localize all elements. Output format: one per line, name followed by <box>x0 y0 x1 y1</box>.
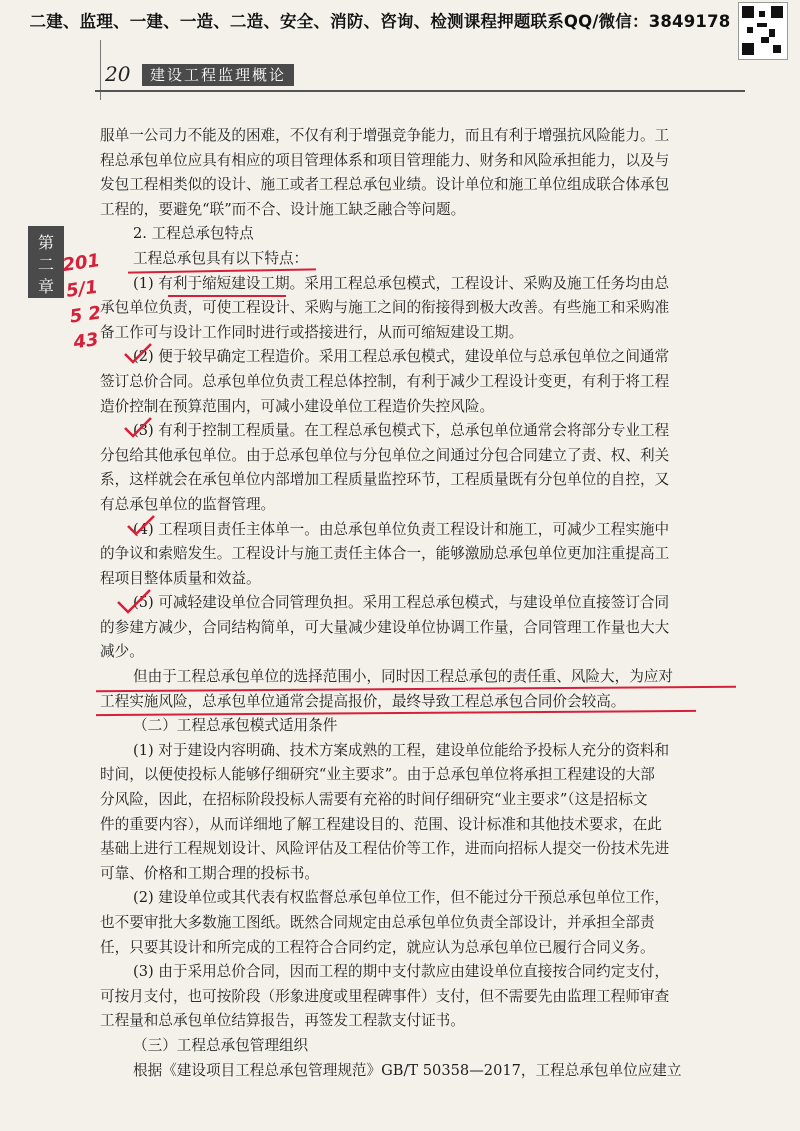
text-line: 减少。 <box>100 643 144 661</box>
text-line: 任，只要其设计和所完成的工程符合合同约定，就应认为总承包单位已履行合同义务。 <box>100 938 655 956</box>
page-body <box>100 124 740 1083</box>
text-line: 的争议和索赔发生。工程设计与施工责任主体合一，能够激励总承包单位更加注重提高工 <box>100 545 670 563</box>
text-line: 基础上进行工程规划设计、风险评估及工程估价等工作，进而向招标人提交一份技术先进 <box>100 840 670 858</box>
text-line: 服单一公司力不能及的困难，不仅有利于增强竞争能力，而且有利于增强抗风险能力。工 <box>100 127 670 144</box>
red-underline <box>168 295 286 297</box>
check-mark-icon <box>123 416 153 440</box>
top-banner: 二建、监理、一建、一造、二造、安全、消防、咨询、检测课程押题联系QQ/微信：3849178 <box>29 12 731 31</box>
text-line: 分包给其他承包单位。由于总承包单位与分包单位之间通过分包合同建立了责、权、利关 <box>100 446 670 464</box>
text-line: (2) 建设单位或其代表有权监督总承包单位工作，但不能过分干预总承包单位工作， <box>133 889 670 907</box>
page-header <box>100 63 740 87</box>
header-rule <box>95 90 745 92</box>
text-line: 工程量和总承包单位结算报告，再签发工程款支付证书。 <box>100 1012 465 1030</box>
text-line: 备工作可与设计工作同时进行或搭接进行，从而可缩短建设工期。 <box>100 323 524 341</box>
text-line: 签订总价合同。总承包单位负责工程总体控制，有利于减少工程设计变更，有利于将工程 <box>100 372 670 390</box>
qr-code <box>738 2 788 60</box>
section-heading: （二）工程总承包模式适用条件 <box>133 717 338 735</box>
text-line: 件的重要内容），从而详细地了解工程建设目的、范围、设计标准和其他技术要求，在此 <box>100 815 662 833</box>
text-line: (1) 对于建设内容明确、技术方案成熟的工程，建设单位能给予投标人充分的资料和 <box>133 741 670 759</box>
text-line: 但由于工程总承包单位的选择范围小，同时因工程总承包的责任重、风险大，为应对 <box>133 668 673 686</box>
text-line: (4) 工程项目责任主体单一。由总承包单位负责工程设计和施工，可减少工程实施中 <box>133 520 670 538</box>
text-line: (3) 有利于控制工程质量。在工程总承包模式下，总承包单位通常会将部分专业工程 <box>133 422 670 440</box>
text-line: 分风险，因此，在招标阶段投标人需要有充裕的时间仔细研究“业主要求”（这是招标文 <box>100 791 648 809</box>
text-line: 工程实施风险，总承包单位通常会提高报价，最终导致工程总承包合同价会较高。 <box>100 692 626 710</box>
page-number: 20 <box>105 62 131 86</box>
section-heading: 2. 工程总承包特点 <box>133 225 254 243</box>
check-mark-icon <box>123 342 153 366</box>
text-line: 程总承包单位应具有相应的项目管理体系和项目管理能力、财务和风险承担能力，以及与 <box>100 151 670 169</box>
text-line: 有总承包单位的监督管理。 <box>100 495 276 513</box>
text-line: 也不要审批大多数施工图纸。既然合同规定由总承包单位负责全部设计，并承担全部责 <box>100 914 655 931</box>
text-line: (3) 由于采用总价合同，因而工程的期中支付款应由建设单位直接按合同约定支付， <box>133 963 670 981</box>
book-title: 建设工程监理概论 <box>142 64 294 86</box>
text-line: 工程总承包具有以下特点： <box>133 249 309 267</box>
text-line: 系，这样就会在承包单位内部增加工程质量监控环节，工程质量既有分包单位的自控，又 <box>100 471 670 489</box>
text-line: 程项目整体质量和效益。 <box>100 569 261 587</box>
text-line: 发包工程相类似的设计、施工或者工程总承包业绩。设计单位和施工单位组成联合体承包 <box>100 176 670 194</box>
text-line: 可按月支付，也可按阶段（形象进度或里程碑事件）支付，但不需要先由监理工程师审查 <box>100 987 670 1005</box>
text-line: 可靠、价格和工期合理的投标书。 <box>100 864 319 882</box>
text-line: 工程的，要避免“联”而不合、设计施工缺乏融合等问题。 <box>100 200 466 218</box>
chapter-tab: 第二章 <box>28 226 64 298</box>
text-line: 的参建方减少，合同结构简单，可大量减少建设单位协调工作量，合同管理工作量也大大 <box>100 618 670 636</box>
text-line: 时间，以便使投标人能够仔细研究“业主要求”。由于总承包单位将承担工程建设的大部 <box>100 766 655 784</box>
text-line: 承包单位负责，可使工程设计、采购与施工之间的衔接得到极大改善。有些施工和采购准 <box>100 299 670 317</box>
check-mark-icon <box>126 514 156 538</box>
text-line: (5) 可减轻建设单位合同管理负担。采用工程总承包模式，与建设单位直接签订合同 <box>133 594 670 612</box>
text-line: 造价控制在预算范围内，可减小建设单位工程造价失控风险。 <box>100 397 495 415</box>
text-line: (1) 有利于缩短建设工期。采用工程总承包模式，工程设计、采购及施工任务均由总 <box>133 274 670 292</box>
handwritten-note: 2015/15 243 <box>61 250 103 354</box>
section-heading: （三）工程总承包管理组织 <box>133 1036 309 1054</box>
text-line: (2) 便于较早确定工程造价。采用工程总承包模式，建设单位与总承包单位之间通常 <box>133 348 670 366</box>
check-mark-icon <box>116 588 152 616</box>
text-line: 根据《建设项目工程总承包管理规范》GB/T 50358—2017，工程总承包单位应建立 <box>133 1061 682 1079</box>
